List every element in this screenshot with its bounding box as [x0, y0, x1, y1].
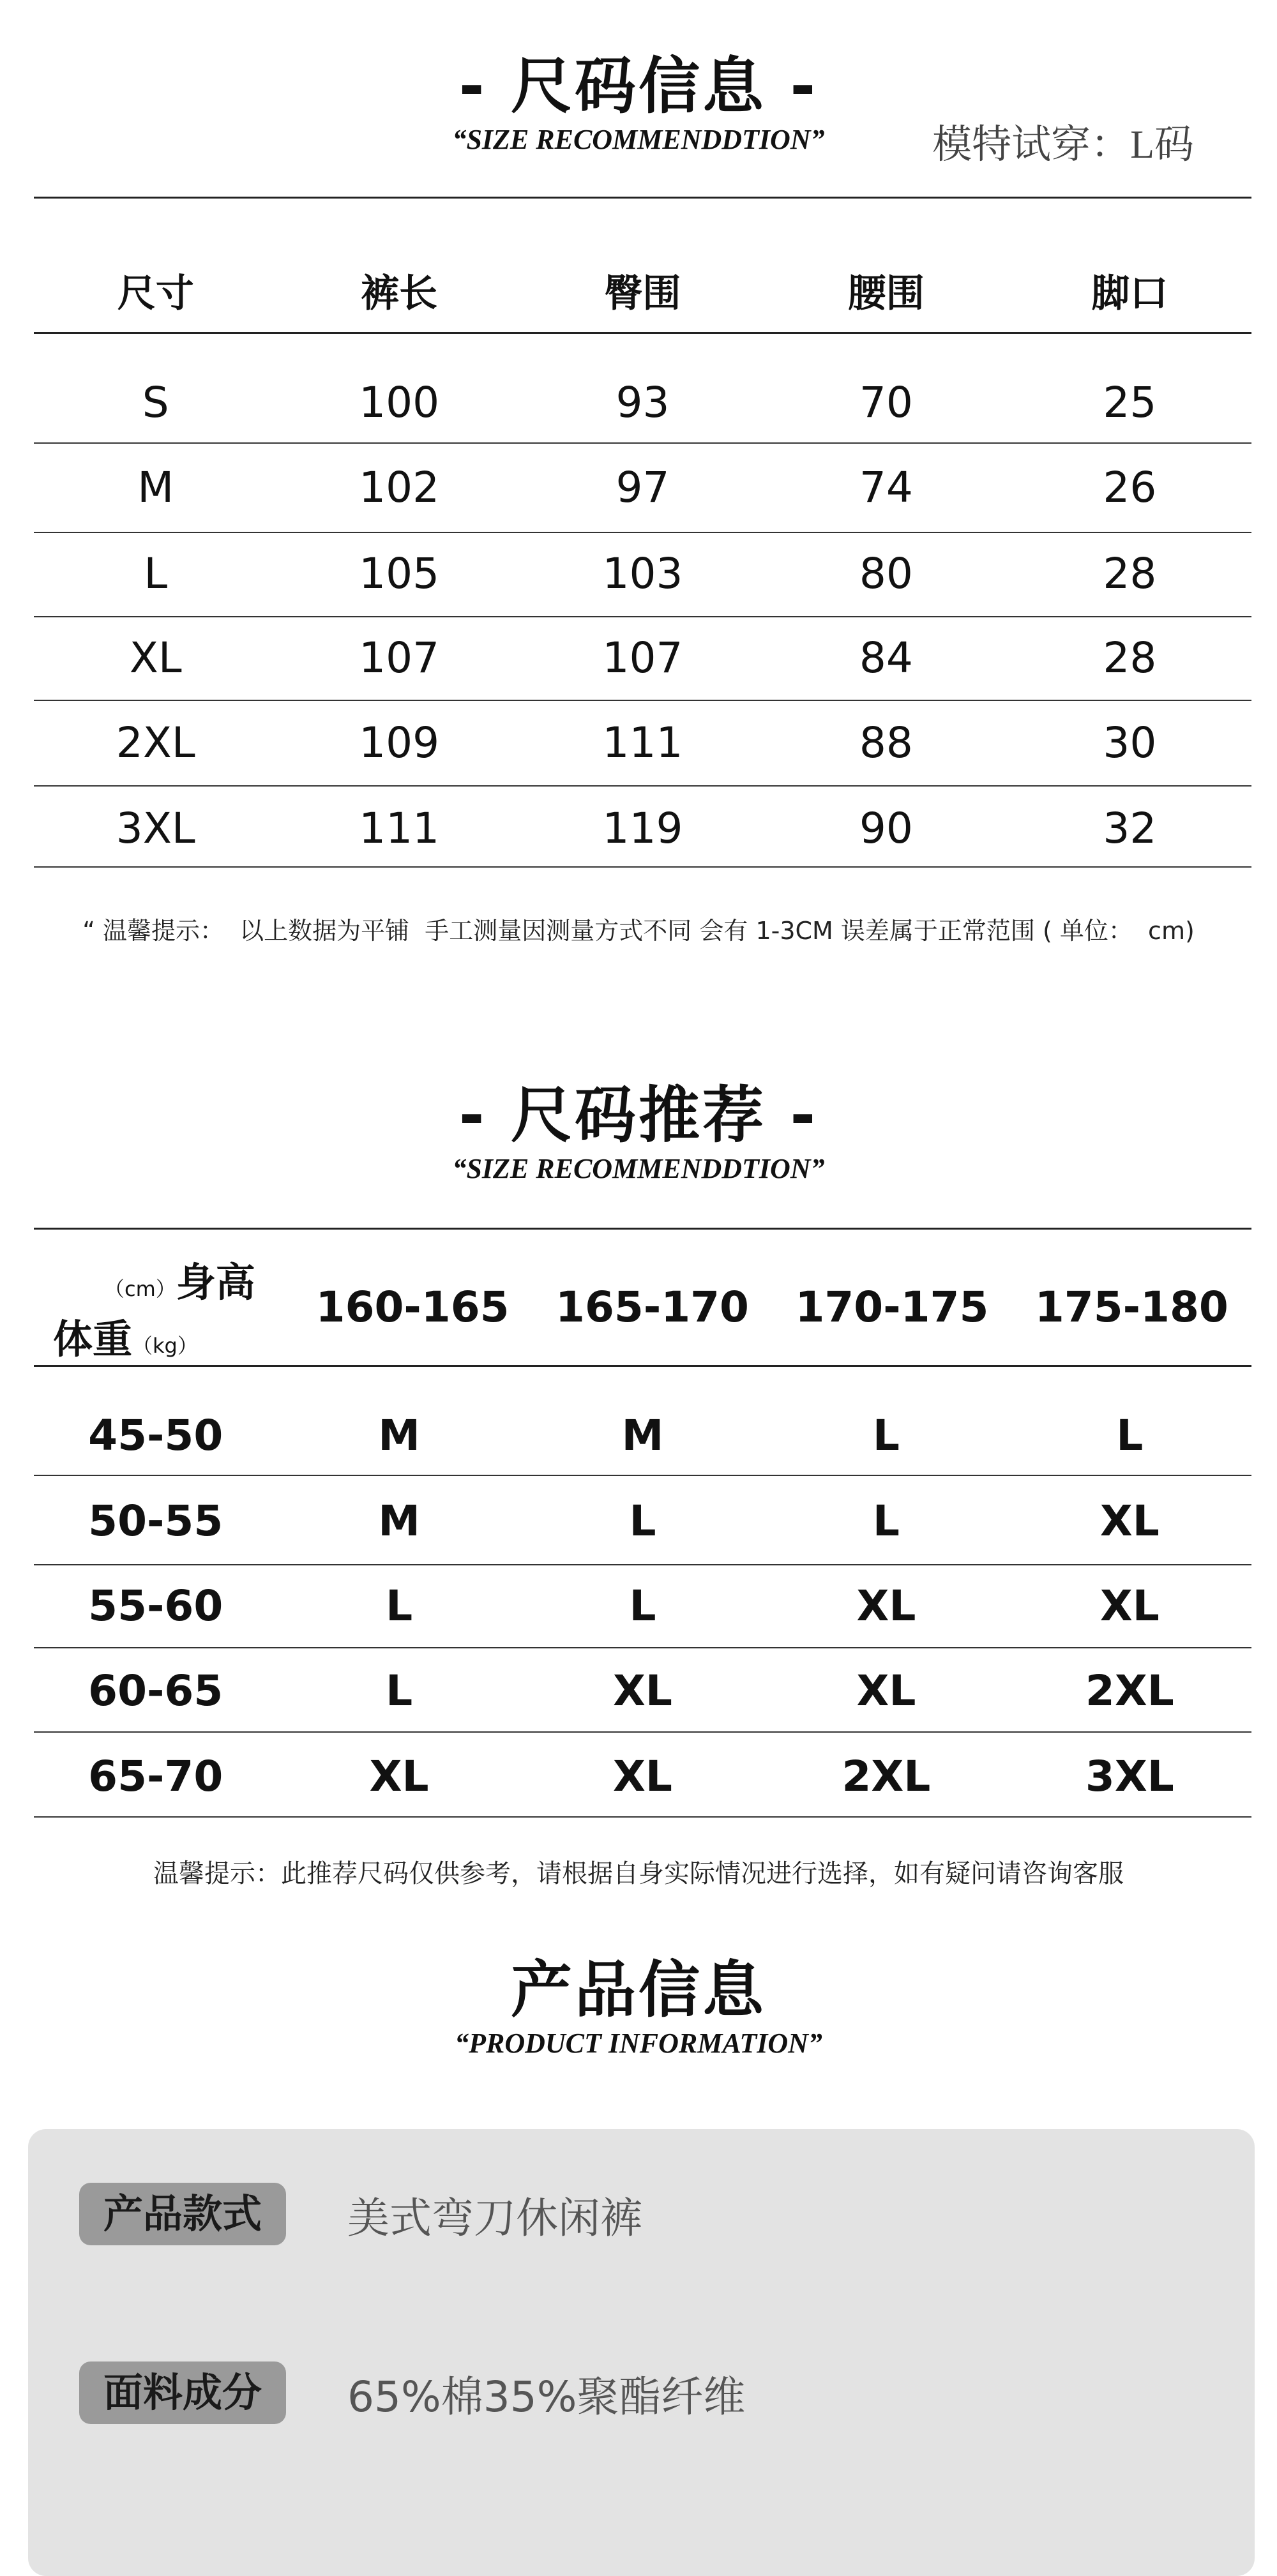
size-recommend-header-row [34, 1251, 1251, 1363]
column-header: 裤长 [361, 271, 438, 316]
table-cell: 80 [859, 548, 913, 598]
table-cell: 70 [859, 377, 913, 427]
table-cell: 30 [1103, 718, 1157, 767]
info-label: 面料成分 [79, 2361, 286, 2424]
row-divider [34, 1475, 1251, 1476]
table-cell: 90 [859, 803, 913, 853]
size-cell: XL [1099, 1496, 1160, 1546]
table-row [34, 1655, 1251, 1726]
column-header: 尺寸 [117, 271, 194, 316]
table-cell: 102 [359, 462, 440, 512]
row-divider [34, 442, 1251, 444]
row-divider [34, 700, 1251, 701]
table-row [34, 622, 1251, 693]
table-cell: 2XL [116, 718, 195, 767]
size-cell: M [378, 1410, 420, 1460]
weight-range: 50-55 [88, 1496, 223, 1546]
row-divider [34, 866, 1251, 868]
divider [34, 197, 1251, 199]
size-cell: M [621, 1410, 664, 1460]
column-header: 脚口 [1091, 271, 1168, 316]
row-divider [34, 616, 1251, 617]
weight-range: 60-65 [88, 1666, 223, 1715]
table-row [34, 793, 1251, 863]
table-cell: 103 [602, 548, 683, 598]
size-recommend-note: 温馨提示：此推荐尺码仅供参考，请根据自身实际情况进行选择，如有疑问请咨询客服 [153, 1859, 1124, 1888]
row-divider [34, 1731, 1251, 1733]
weight-range: 55-60 [88, 1581, 223, 1631]
row-divider [34, 532, 1251, 533]
height-range-header: 170-175 [795, 1283, 989, 1332]
weight-unit: （kg） [132, 1333, 198, 1358]
info-row-style [79, 2183, 642, 2245]
table-row [34, 367, 1251, 437]
size-info-note: “ 温馨提示： 以上数据为平铺 手工测量因测量方式不同 会有 1-3CM 误差属于正常范围 ( 单位： cm) [82, 917, 1195, 945]
weight-range: 65-70 [88, 1751, 223, 1801]
weight-range: 45-50 [88, 1410, 223, 1460]
table-cell: L [144, 548, 168, 598]
size-cell: XL [613, 1666, 672, 1715]
size-cell: L [629, 1496, 656, 1546]
height-range-header: 165-170 [555, 1283, 749, 1332]
table-cell: 107 [602, 633, 683, 682]
size-cell: XL [613, 1751, 672, 1801]
model-note: 模特试穿：L码 [932, 123, 1194, 167]
table-row [34, 1486, 1251, 1556]
size-cell: 3XL [1085, 1751, 1174, 1801]
size-cell: 2XL [842, 1751, 931, 1801]
size-cell: 2XL [1085, 1666, 1174, 1715]
product-info-card [28, 2129, 1255, 2576]
table-cell: XL [129, 633, 182, 682]
size-info-title: - 尺码信息 - [458, 50, 819, 122]
table-cell: 119 [602, 803, 683, 853]
table-cell: 28 [1103, 548, 1157, 598]
table-cell: 84 [859, 633, 913, 682]
table-cell: M [137, 462, 174, 512]
table-row [34, 538, 1251, 608]
info-value: 65%棉35%聚酯纤维 [347, 2372, 746, 2422]
table-row [34, 1741, 1251, 1811]
info-label: 产品款式 [79, 2183, 286, 2245]
height-range-header: 175-180 [1034, 1283, 1228, 1332]
size-cell: L [872, 1496, 900, 1546]
size-recommend-subtitle: “SIZE RECOMMENDDTION” [452, 1153, 825, 1185]
size-recommend-title: - 尺码推荐 - [458, 1080, 819, 1151]
size-cell: XL [856, 1581, 916, 1631]
size-cell: L [386, 1581, 413, 1631]
product-info-subtitle: “PRODUCT INFORMATION” [455, 2028, 822, 2060]
table-cell: 105 [359, 548, 440, 598]
divider [34, 1228, 1251, 1230]
table-row [34, 1570, 1251, 1641]
size-cell: XL [369, 1751, 429, 1801]
divider [34, 332, 1251, 334]
row-divider [34, 1647, 1251, 1648]
table-cell: S [142, 377, 169, 427]
info-row-fabric [79, 2361, 745, 2424]
corner-header [34, 1251, 292, 1364]
table-cell: 107 [359, 633, 440, 682]
height-range-header: 160-165 [315, 1283, 510, 1332]
column-header: 腰围 [847, 271, 925, 316]
product-info-header [0, 1954, 1277, 2061]
table-cell: 97 [616, 462, 670, 512]
size-cell: XL [856, 1666, 916, 1715]
table-cell: 88 [859, 718, 913, 767]
table-cell: 32 [1103, 803, 1157, 853]
table-cell: 111 [359, 803, 440, 853]
size-info-header-row [34, 255, 1251, 326]
table-cell: 28 [1103, 633, 1157, 682]
table-cell: 74 [859, 462, 913, 512]
size-recommend-header [0, 1079, 1277, 1186]
size-cell: XL [1099, 1581, 1160, 1631]
height-unit: （cm） [104, 1276, 176, 1301]
table-row [34, 707, 1251, 778]
row-divider [34, 1816, 1251, 1818]
column-header: 臀围 [604, 271, 681, 316]
row-divider [34, 1564, 1251, 1565]
weight-label: 体重 [53, 1315, 133, 1362]
size-cell: L [872, 1410, 900, 1460]
table-cell: 100 [359, 377, 440, 427]
table-row [34, 1400, 1251, 1470]
table-cell: 93 [616, 377, 670, 427]
size-cell: L [1116, 1410, 1144, 1460]
table-cell: 3XL [116, 803, 195, 853]
table-cell: 26 [1103, 462, 1157, 512]
height-label: 身高 [176, 1258, 255, 1306]
row-divider [34, 785, 1251, 787]
table-cell: 109 [359, 718, 440, 767]
size-info-subtitle: “SIZE RECOMMENDDTION” [452, 124, 825, 156]
divider [34, 1365, 1251, 1367]
size-cell: M [378, 1496, 420, 1546]
product-info-title: 产品信息 [511, 1954, 766, 2026]
table-cell: 25 [1103, 377, 1157, 427]
table-row [34, 452, 1251, 522]
size-cell: L [386, 1666, 413, 1715]
size-cell: L [629, 1581, 656, 1631]
table-cell: 111 [602, 718, 683, 767]
info-value: 美式弯刀休闲裤 [347, 2193, 643, 2243]
